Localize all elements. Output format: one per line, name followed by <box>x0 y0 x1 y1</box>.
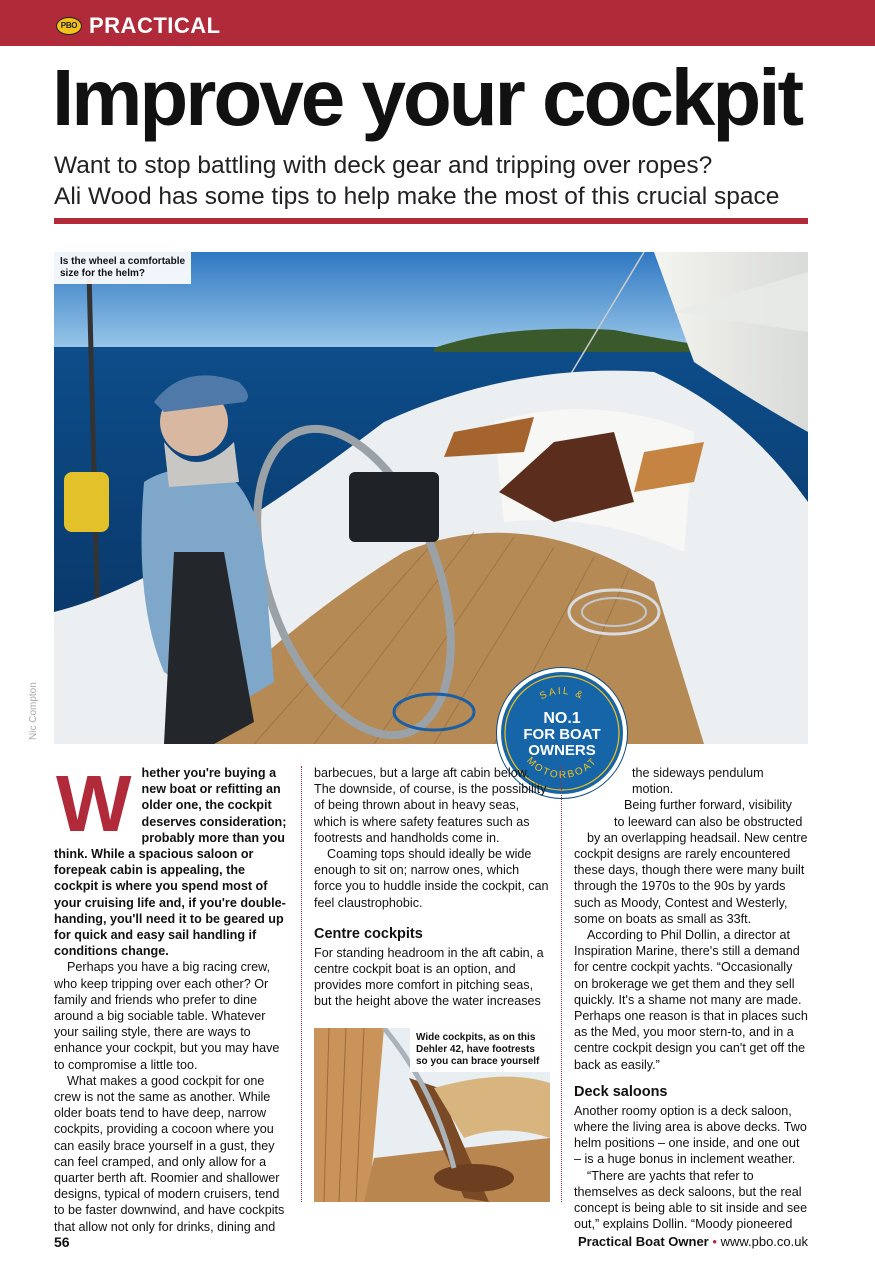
article-title: Improve your cockpit <box>52 53 802 142</box>
inset-photo <box>314 1028 550 1202</box>
body-paragraph: Another roomy option is a deck saloon, where the living area is above decks. Two helm positions – one inside, and one out – is a huge bonus in inclement weather. <box>574 1103 807 1167</box>
body-paragraph: barbecues, but a large aft cabin below. The downside, of course, is the possibility of being thrown about in heavy seas, which is where safety features such as footrests and handholds come in. <box>314 766 547 845</box>
column-divider <box>301 766 302 1202</box>
badge-line: OWNERS <box>528 742 596 759</box>
magazine-name: Practical Boat Owner <box>577 1234 709 1249</box>
badge-line: NO.1 <box>543 710 581 727</box>
svg-text:SAIL & <box>538 686 586 702</box>
body-paragraph: According to Phil Dollin, a director at Inspiration Marine, there's still a demand for centre cockpit yachts. “Occasionally on brokerage we get them and they sell quickly. It's a shame not many are made. Perhaps one reason is that in places such as the Med, you moor stern-to, and in a centre cockpit design you can't get off the back as easily.” <box>574 928 808 1072</box>
photo-caption-line: Is the wheel a comfortable <box>60 256 186 267</box>
section-banner <box>0 0 875 46</box>
text-column-3 <box>574 765 808 1232</box>
wrap-line: the sideways pendulum motion. <box>632 766 764 797</box>
title-rule <box>54 218 808 224</box>
body-paragraph: For standing headroom in the aft cabin, a centre cockpit boat is an option, and provides more comfort in pitching seas, but the height above the water increases <box>314 945 544 1009</box>
body-paragraph: What makes a good cockpit for one crew is not the same as another. While older boats tend to have deep, narrow cockpits, providing a cocoon where you can easily brace yourself in a gust, they can feel cramped, and only allow for a quarter berth aft. Roomier and shallower designs, typical of modern cruisers, tend to be faster downwind, and have cockpits that allow not only for drinks, dining and <box>54 1073 285 1234</box>
wrap-line: to leeward can also be obstructed <box>614 814 803 829</box>
wrap-line: Being further forward, visibility <box>624 798 792 813</box>
footer-separator: • <box>712 1234 717 1249</box>
hero-photo <box>54 252 808 744</box>
footer-url: www.pbo.co.uk <box>720 1234 808 1249</box>
subheading-centre-cockpits: Centre cockpits <box>314 925 423 942</box>
intro-paragraph: hether you're buying a new boat or refitting an older one, the cockpit deserves consideration; probably more than you think. While a spacious saloon or forepeak cabin is appealing, the cockpit is where you spend most of your cruising life and, if you're double-handing, you'll need it to be geared up for quick and easy sail handling if conditions change. <box>54 766 287 959</box>
page-number: 56 <box>54 1234 70 1250</box>
body-paragraph: Perhaps you have a big racing crew, who keep tripping over each other? Or family and friends who prefer to dine around a big sociable table. Whatever your sailing style, there are ways to enhance your cockpit, but you may have to compromise a little too. <box>54 960 280 1072</box>
body-paragraph: “There are yachts that refer to themselves as deck saloons, but the real concept is being able to sit inside and see out,” explains Dollin. “Moody pioneered <box>574 1168 808 1232</box>
photo-caption <box>54 252 191 284</box>
section-label: PRACTICAL <box>89 13 221 38</box>
inset-caption-line: Dehler 42, have footrests <box>416 1044 535 1055</box>
badge-arc-bottom: MOTORBOAT <box>524 755 600 782</box>
standfirst-line: Ali Wood has some tips to help make the most of this crucial space <box>54 183 780 210</box>
subheading-deck-saloons: Deck saloons <box>574 1083 668 1100</box>
inset-caption <box>410 1028 550 1072</box>
photo-caption-line: size for the helm? <box>60 268 146 279</box>
footer-magazine <box>578 1234 808 1249</box>
text-column-1 <box>54 759 289 1235</box>
photo-credit: Nic Compton <box>28 682 39 740</box>
drop-cap: W <box>56 759 132 848</box>
hero-illustration <box>54 252 808 744</box>
inset-caption-line: so you can brace yourself <box>416 1056 540 1067</box>
badge-line: FOR BOAT <box>523 726 601 743</box>
pbo-logo: PBO <box>56 17 82 35</box>
column-divider <box>561 766 562 1202</box>
badge-arc-top: SAIL & <box>538 685 586 703</box>
body-paragraph: by an overlapping headsail. New centre cockpit designs are rarely encountered these days, though there were many built through the 1970s to the 90s by yards such as Moody, Contest and Westerly, some on boats as small as 33ft. <box>574 830 808 926</box>
standfirst <box>54 150 824 212</box>
body-paragraph: Coaming tops should ideally be wide enough to sit on; narrow ones, which force you to huddle inside the cockpit, can feel claustrophobic. <box>314 847 549 910</box>
inset-caption-line: Wide cockpits, as on this <box>416 1032 536 1043</box>
text-column-2 <box>314 765 550 1010</box>
standfirst-line: Want to stop battling with deck gear and tripping over ropes? <box>54 152 713 179</box>
